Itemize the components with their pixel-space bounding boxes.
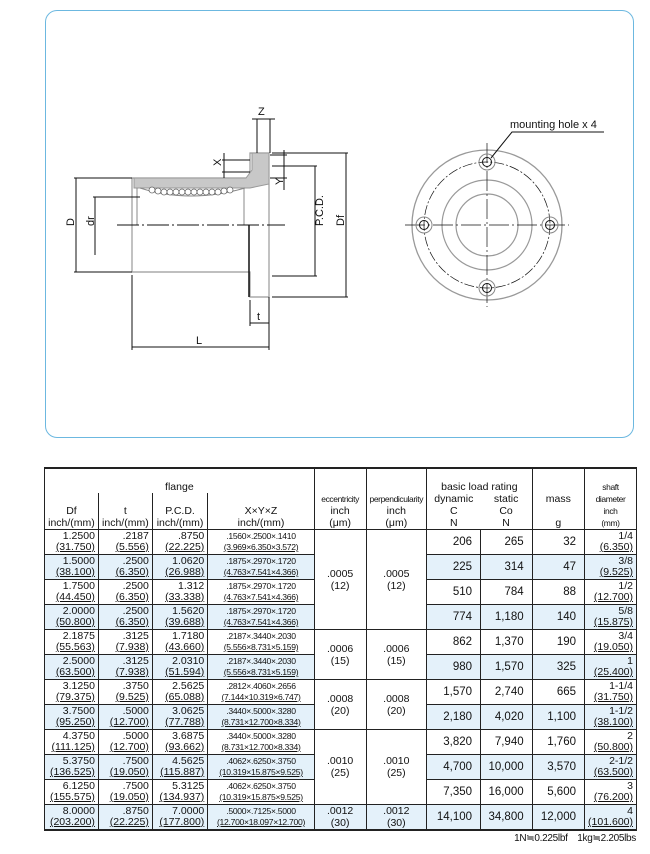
header-eccentricity-eccentricity: eccentricity [321,494,359,504]
cell-t-mm: (6.350) [115,616,149,628]
spec-table [44,467,637,831]
unit-conversion-note: 1N≒0.225lbf 1kg≒2.205lbs [514,833,636,844]
perpendicularity-um: (12) [386,579,406,592]
cell-shaft-inch: 2 [627,729,633,742]
header-pcd: P.C.D. [165,505,195,517]
cell-xyz-mm: (5.556×8.731×5.159) [223,667,299,677]
cell-df [45,705,99,730]
table-row [45,630,637,655]
cell-t-mm: (9.525) [115,691,149,703]
cell-df [45,555,99,580]
cell-xyz [208,755,314,780]
cell-xyz [208,630,314,655]
header-eccentricity-inch: inch [330,505,350,517]
cell-df [45,780,99,805]
cell-t [98,580,152,605]
front-view [405,132,604,307]
cell-t-inch: .7500 [122,754,149,767]
cell-xyz-inch: .4062×.6250×.3750 [226,780,296,791]
cell-pcd [152,705,207,730]
cell-df [45,580,99,605]
cell-pcd-inch: .8750 [178,529,205,542]
cell-t-inch: .2187 [122,529,149,542]
dim-pcd-label: P.C.D. [314,195,326,226]
cell-mass: 88 [532,580,584,605]
cell-mass: 1,760 [532,730,584,755]
perpendicularity-um: (30) [386,817,406,829]
cell-shaft [585,705,637,730]
cell-pcd-mm: (39.688) [165,616,205,628]
header-perpendicularity-inch: inch [386,505,406,517]
cell-dynamic-C: 3,820 [427,730,481,755]
cell-static-Co: 784 [481,580,533,605]
cell-t-mm: (19.050) [109,766,149,778]
cell-shaft [585,605,637,630]
cell-xyz-mm: (8.731×12.700×8.334) [221,717,301,727]
cell-shaft-inch: 1-1/4 [609,679,633,692]
cell-shaft [585,530,637,555]
cell-t-mm: (5.556) [115,541,149,553]
cell-t-inch: .5000 [122,729,149,742]
cell-static-Co: 4,020 [481,705,533,730]
cell-perpendicularity [366,805,427,831]
cell-pcd-mm: (65.088) [165,691,205,703]
cell-pcd-inch: 7.0000 [172,804,205,817]
cell-shaft [585,805,637,831]
cell-shaft-inch: 3 [627,779,633,792]
cell-df-inch: 3.1250 [62,679,95,692]
header-pcd-unit: inch/(mm) [156,517,204,529]
cell-shaft-inch: 2-1/2 [609,754,633,767]
header-eccentricity-um: (μm) [329,517,351,529]
perpendicularity-inch: .0006 [383,642,410,655]
cell-mass: 47 [532,555,584,580]
perpendicularity-um: (20) [386,704,406,717]
cell-pcd [152,530,207,555]
cell-pcd-mm: (33.338) [165,591,205,603]
cell-xyz-inch: .1560×.2500×.1410 [226,530,296,541]
dim-D-label: D [65,218,77,226]
eccentricity-um: (12) [330,579,350,592]
cell-t-mm: (6.350) [115,591,149,603]
cell-t [98,555,152,580]
cell-perpendicularity [366,530,427,630]
cell-xyz-inch: .1875×.2970×.1720 [226,605,296,616]
cell-pcd [152,755,207,780]
cell-shaft [585,655,637,680]
eccentricity-inch: .0008 [326,692,354,705]
cell-pcd [152,805,207,831]
cell-dynamic-C: 7,350 [427,780,481,805]
cell-df-mm: (111.125) [51,741,95,753]
cell-t-mm: (12.700) [109,741,149,753]
cell-dynamic-C: 862 [427,630,481,655]
cell-static-Co: 10,000 [481,755,533,780]
header-static: static [493,493,519,505]
cell-df-inch: 1.7500 [62,579,95,592]
header-xyz: X×Y×Z [244,505,278,517]
cell-perpendicularity [366,630,427,680]
header-diameter: diameter [595,494,626,504]
header-xyz-unit: inch/(mm) [237,517,285,529]
cell-df-inch: 1.5000 [62,554,95,567]
header-df: Df [66,505,77,517]
header-shaft-inch: inch [603,506,618,516]
cell-pcd-mm: (93.662) [165,741,205,753]
dim-dr-label: dr [85,216,97,226]
header-C-unit: N [450,517,458,529]
dim-Df-label: Df [335,215,347,226]
cell-df-mm: (44.450) [55,591,95,603]
header-Co-unit: N [502,517,510,529]
cell-pcd [152,555,207,580]
cell-t [98,605,152,630]
cell-static-Co: 314 [481,555,533,580]
cell-shaft-inch: 3/8 [618,554,633,567]
cell-eccentricity [314,730,366,805]
cell-pcd-mm: (134.937) [159,791,205,803]
cell-t-mm: (7.938) [115,641,149,653]
cell-t-mm: (19.050) [109,791,149,803]
cell-shaft-inch: 3/4 [618,629,633,642]
cell-xyz [208,705,314,730]
cell-xyz-inch: .4062×.6250×.3750 [226,755,296,766]
cell-t-mm: (12.700) [109,716,149,728]
dim-Z-label: Z [258,106,265,118]
cell-shaft-mm: (6.350) [599,541,633,553]
cell-df-inch: 6.1250 [62,779,95,792]
cell-t-inch: .2500 [122,604,149,617]
cell-static-Co: 2,740 [481,680,533,705]
cell-xyz-mm: (7.144×10.319×6.747) [221,692,301,702]
header-perpendicularity-um: (μm) [385,517,408,529]
cell-shaft-inch: 5/8 [618,604,633,617]
cell-pcd-inch: 2.0310 [172,654,205,667]
cell-dynamic-C: 510 [427,580,481,605]
cell-t-mm: (7.938) [115,666,149,678]
header-shaft-mm: (mm) [601,518,620,528]
cell-xyz-inch: .3440×.5000×.3280 [226,730,296,741]
cell-shaft [585,755,637,780]
cell-xyz-mm: (10.319×15.875×9.525) [219,792,303,802]
cell-perpendicularity [366,680,427,730]
cell-df [45,805,99,831]
cell-xyz-mm: (10.319×15.875×9.525) [219,767,303,777]
cell-df-mm: (31.750) [55,541,95,553]
dim-t-label: t [257,311,261,323]
cell-mass: 665 [532,680,584,705]
cell-mass: 190 [532,630,584,655]
cell-dynamic-C: 4,700 [427,755,481,780]
cell-static-Co: 265 [481,530,533,555]
cell-pcd-inch: 2.5625 [172,679,205,692]
cell-shaft-mm: (50.800) [593,741,633,753]
cell-pcd [152,780,207,805]
cell-mass: 1,100 [532,705,584,730]
mounting-hole-callout: mounting hole x 4 [510,119,597,131]
cell-shaft-mm: (9.525) [599,566,633,578]
header-perpendicularity-perpendicularity: perpendicularity [369,494,424,504]
cell-shaft-mm: (19.050) [593,641,633,653]
cell-pcd-mm: (177.800) [159,816,205,828]
cell-pcd [152,655,207,680]
cell-t [98,755,152,780]
cell-shaft-inch: 1-1/2 [609,704,633,717]
header-t-unit: inch/(mm) [102,517,149,529]
table-row [45,730,637,755]
cell-shaft-mm: (31.750) [593,691,633,703]
header-t: t [123,505,127,517]
cell-mass: 140 [532,605,584,630]
cell-xyz-inch: .1875×.2970×.1720 [226,555,296,566]
header-mass-unit: g [555,517,562,529]
cell-static-Co: 1,570 [481,655,533,680]
cell-xyz [208,555,314,580]
cell-xyz [208,530,314,555]
cell-t [98,780,152,805]
cell-shaft-inch: 1 [627,654,633,667]
cell-static-Co: 16,000 [481,780,533,805]
cell-t [98,630,152,655]
cell-pcd-mm: (115.887) [160,766,205,778]
cell-df [45,680,99,705]
perpendicularity-inch: .0008 [383,692,410,705]
header-basic-load-rating: basic load rating [427,468,533,493]
dim-X-label: X [212,158,224,166]
cell-df [45,755,99,780]
cell-xyz-inch: .2187×.3440×.2030 [226,630,296,641]
table-row [45,805,637,831]
cell-shaft [585,555,637,580]
cell-xyz [208,680,314,705]
cell-t [98,530,152,555]
cell-df-inch: 2.0000 [62,604,95,617]
dim-L-label: L [196,335,203,347]
eccentricity-um: (30) [330,817,350,829]
cell-shaft-mm: (76.200) [593,791,633,803]
cell-df [45,530,99,555]
header-dynamic: dynamic [434,493,474,505]
cell-t-inch: .3125 [122,654,149,667]
cell-xyz-mm: (8.731×12.700×8.334) [221,742,301,752]
cell-pcd-mm: (43.660) [165,641,205,653]
cell-shaft-inch: 1/4 [618,529,633,542]
perpendicularity-um: (15) [386,654,406,667]
table-row [45,680,637,705]
cell-mass: 32 [532,530,584,555]
cell-xyz-mm: (4.763×7.541×4.366) [223,617,299,627]
cell-shaft-mm: (25.400) [593,666,633,678]
cell-xyz-mm: (4.763×7.541×4.366) [223,567,299,577]
cell-df [45,630,99,655]
perpendicularity-inch: .0005 [383,567,410,580]
cell-df-inch: 4.3750 [62,729,95,742]
eccentricity-um: (20) [330,704,350,717]
cell-dynamic-C: 980 [427,655,481,680]
cell-t-inch: .5000 [122,704,149,717]
cell-df-mm: (79.375) [55,691,95,703]
cell-shaft-inch: 4 [627,804,633,817]
cell-xyz-inch: .3440×.5000×.3280 [226,705,296,716]
side-view [74,119,348,350]
cell-perpendicularity [366,730,427,805]
cell-shaft [585,730,637,755]
cell-shaft [585,580,637,605]
cell-t-inch: .3750 [122,679,149,692]
eccentricity-inch: .0010 [326,755,354,767]
cell-xyz-mm: (12.700×18.097×12.700) [216,817,305,827]
cell-mass: 3,570 [532,755,584,780]
cell-pcd-inch: 1.0620 [172,554,205,567]
header-flange: flange [165,481,194,493]
cell-pcd-mm: (77.788) [165,716,205,728]
cell-df-inch: 8.0000 [62,804,95,817]
cell-df [45,605,99,630]
cell-eccentricity [314,530,366,630]
cell-mass: 5,600 [532,780,584,805]
cell-dynamic-C: 2,180 [427,705,481,730]
header-shaft: shaft [585,468,637,493]
cell-xyz [208,580,314,605]
cell-shaft [585,780,637,805]
cell-shaft [585,680,637,705]
cell-xyz-mm: (3.969×6.350×3.572) [223,542,299,552]
cell-pcd [152,630,207,655]
cell-t-inch: .3125 [122,629,149,642]
cell-dynamic-C: 1,570 [427,680,481,705]
cell-pcd [152,680,207,705]
cell-t-inch: .2500 [122,554,149,567]
cell-t-mm: (22.225) [109,816,149,828]
cell-pcd-inch: 1.7180 [172,629,205,642]
cell-dynamic-C: 225 [427,555,481,580]
cell-dynamic-C: 774 [427,605,481,630]
cell-shaft-mm: (38.100) [593,716,633,728]
cell-shaft-mm: (12.700) [593,591,633,603]
cell-shaft-inch: 1/2 [618,579,633,592]
cell-df-mm: (63.500) [55,666,95,678]
cell-pcd [152,580,207,605]
cell-shaft-mm: (63.500) [593,766,633,778]
cell-xyz-inch: .5000×.7125×.5000 [226,805,296,816]
eccentricity-inch: .0006 [326,642,354,655]
cell-xyz [208,730,314,755]
cell-pcd-inch: 4.5625 [172,754,205,767]
cell-shaft-mm: (15.875) [593,616,633,628]
cell-df-mm: (136.525) [49,766,95,778]
cell-eccentricity [314,630,366,680]
perpendicularity-inch: .0010 [383,755,410,767]
cell-t-inch: .2500 [122,579,149,592]
header-df-unit: inch/(mm) [48,517,95,529]
cell-df-mm: (55.563) [55,641,95,653]
cell-t [98,705,152,730]
cell-xyz-inch: .2187×.3440×.2030 [226,655,296,666]
cell-static-Co: 1,370 [481,630,533,655]
cell-t [98,805,152,831]
cell-t [98,655,152,680]
cell-xyz-inch: .1875×.2970×.1720 [226,580,296,591]
cell-df [45,730,99,755]
cell-pcd-inch: 3.0625 [172,704,205,717]
cell-dynamic-C: 206 [427,530,481,555]
header-mass: mass [545,493,571,505]
cell-df-mm: (203.200) [49,816,95,828]
header-C: C [450,505,458,517]
cell-t-inch: .7500 [122,779,149,792]
cell-xyz-inch: .2812×.4060×.2656 [226,680,296,691]
cell-pcd-inch: 1.312 [178,579,205,592]
eccentricity-inch: .0012 [326,805,354,817]
cell-df-inch: 3.7500 [62,704,95,717]
header-eccentricity [314,468,366,530]
perpendicularity-um: (25) [386,767,406,779]
cell-shaft [585,630,637,655]
cell-pcd [152,730,207,755]
cell-t-mm: (6.350) [115,566,149,578]
header-perpendicularity [366,468,427,530]
dim-Y-label: Y [274,177,286,185]
cell-dynamic-C: 14,100 [427,805,481,831]
cell-mass: 12,000 [532,805,584,831]
cell-df [45,655,99,680]
cell-df-mm: (95.250) [55,716,95,728]
cell-pcd-inch: 1.5620 [172,604,205,617]
cell-eccentricity [314,680,366,730]
cell-df-inch: 5.3750 [62,754,95,767]
cell-pcd [152,605,207,630]
cell-pcd-mm: (22.225) [165,541,205,553]
cell-static-Co: 34,800 [481,805,533,831]
cell-xyz [208,605,314,630]
header-Co: Co [499,505,513,517]
table-row [45,530,637,555]
cell-df-mm: (50.800) [55,616,95,628]
cell-pcd-inch: 5.3125 [172,779,205,792]
cell-df-mm: (155.575) [49,791,95,803]
perpendicularity-inch: .0012 [383,805,410,817]
cell-mass: 325 [532,655,584,680]
cell-t [98,730,152,755]
cell-df-inch: 2.1875 [62,629,95,642]
cell-t [98,680,152,705]
cell-t-inch: .8750 [122,804,149,817]
eccentricity-um: (15) [330,654,350,667]
cell-static-Co: 1,180 [481,605,533,630]
cell-pcd-mm: (51.594) [165,666,205,678]
cell-df-inch: 1.2500 [62,529,95,542]
cell-df-inch: 2.5000 [62,654,95,667]
eccentricity-um: (25) [330,767,350,779]
cell-pcd-mm: (26.988) [165,566,205,578]
cell-df-mm: (38.100) [55,566,95,578]
cell-xyz-mm: (4.763×7.541×4.366) [223,592,299,602]
cell-static-Co: 7,940 [481,730,533,755]
cell-pcd-inch: 3.6875 [172,729,205,742]
cell-xyz [208,805,314,831]
cell-xyz [208,780,314,805]
cell-xyz-mm: (5.556×8.731×5.159) [223,642,299,652]
eccentricity-inch: .0005 [326,567,354,580]
cell-eccentricity [314,805,366,831]
cell-xyz [208,655,314,680]
cell-shaft-mm: (101.600) [588,816,633,828]
